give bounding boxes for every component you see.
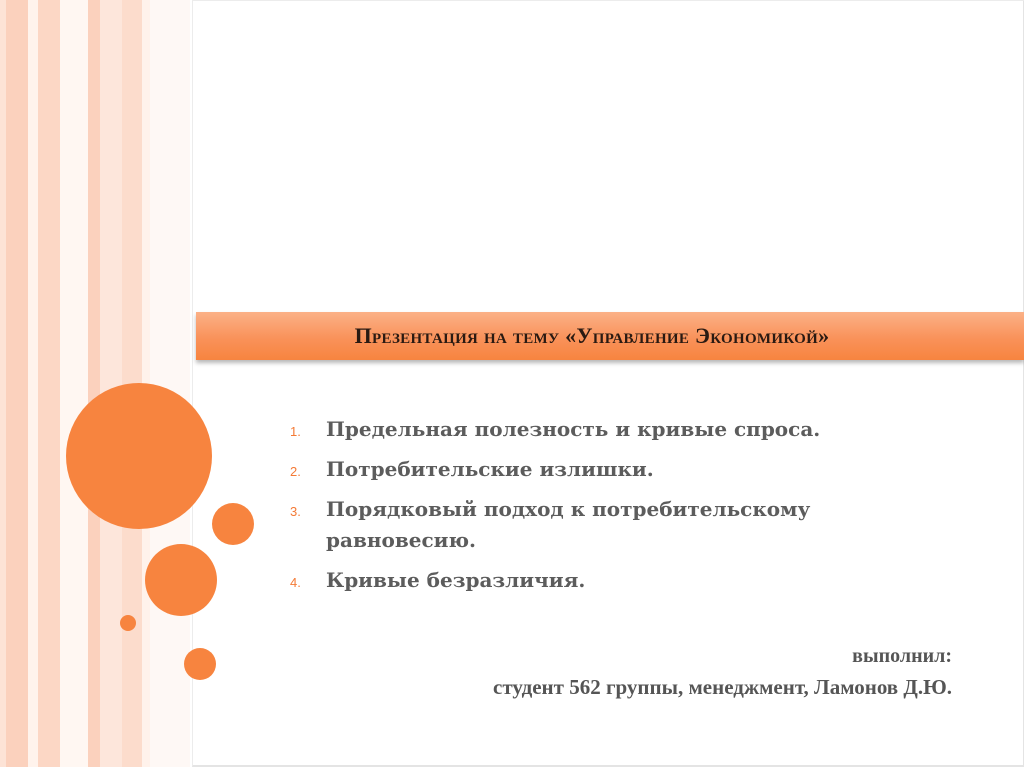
list-item-number: 3. [290,504,301,519]
list-item-text: Потребительские излишки. [326,457,654,481]
list-item-text: Порядковый подход к потребительскому равновесию. [326,497,811,552]
decorative-stripe [150,0,190,767]
decorative-circle-large [66,383,212,529]
list-item [290,414,930,445]
author-name: студент 562 группы, менеджмент, Ламонов Д.Ю. [493,675,952,699]
list-item-number: 4. [290,575,301,590]
decorative-circle-small [212,503,254,545]
list-item [290,565,930,596]
list-item-number: 1. [290,424,301,439]
list-item [290,494,930,556]
decorative-stripe [6,0,28,767]
decorative-stripe [100,0,122,767]
list-item-number: 2. [290,464,301,479]
decorative-circle-small [184,648,216,680]
topic-list [290,414,930,605]
decorative-stripe [38,0,60,767]
list-item-text: Кривые безразличия. [326,568,586,592]
decorative-circle-medium [145,544,217,616]
slide-title: Презентация на тему «Управление Экономикой» [354,323,830,348]
decorative-stripe [88,0,100,767]
list-item-text: Предельная полезность и кривые спроса. [326,417,821,441]
author-label: выполнил: [852,645,952,667]
decorative-stripe [28,0,38,767]
title-bar [196,312,1024,360]
list-item [290,454,930,485]
decorative-circle-tiny [120,615,136,631]
decorative-stripe [60,0,88,767]
